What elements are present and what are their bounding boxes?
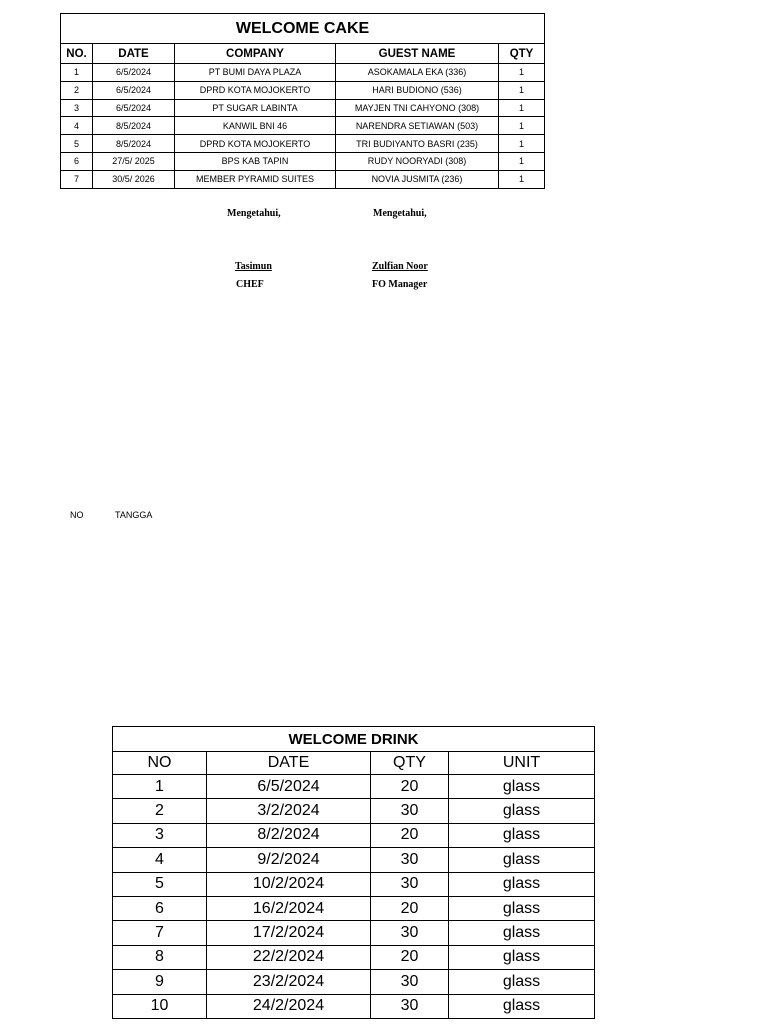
table-row (113, 994, 595, 1018)
table-cell: 30 (371, 994, 449, 1018)
column-header: UNIT (449, 752, 595, 775)
table-cell: 3 (113, 823, 207, 847)
table-cell: glass (449, 775, 595, 799)
table-cell: KANWIL BNI 46 (175, 117, 336, 135)
column-header: NO. (61, 44, 93, 64)
table-cell: 8/2/2024 (207, 823, 371, 847)
column-header: NO (113, 752, 207, 775)
chef-name: Tasimun (235, 261, 272, 272)
column-header: DATE (93, 44, 175, 64)
table-cell: 6/5/2024 (93, 99, 175, 117)
fragment-no: NO (70, 510, 84, 520)
table-cell: 1 (61, 64, 93, 82)
table-cell: glass (449, 921, 595, 945)
table-cell: NARENDRA SETIAWAN (503) (336, 117, 499, 135)
table-cell: 6 (61, 152, 93, 170)
table-cell: 4 (113, 848, 207, 872)
table-cell: 1 (499, 64, 545, 82)
table-cell: PT BUMI DAYA PLAZA (175, 64, 336, 82)
table-row (61, 64, 545, 82)
table-cell: 5 (61, 135, 93, 153)
table-cell: 20 (371, 775, 449, 799)
table-cell: 5 (113, 872, 207, 896)
table-header-row (61, 44, 545, 64)
table-cell: 24/2/2024 (207, 994, 371, 1018)
table-cell: NOVIA JUSMITA (236) (336, 170, 499, 188)
table-cell: HARI BUDIONO (536) (336, 81, 499, 99)
table-cell: 8/5/2024 (93, 117, 175, 135)
table-cell: 1 (499, 170, 545, 188)
table-row (113, 775, 595, 799)
table-cell: 8 (113, 945, 207, 969)
table-cell: RUDY NOORYADI (308) (336, 152, 499, 170)
table-cell: glass (449, 823, 595, 847)
column-header: COMPANY (175, 44, 336, 64)
table-cell: 2 (61, 81, 93, 99)
table-cell: glass (449, 970, 595, 994)
welcome-cake-title: WELCOME CAKE (61, 14, 545, 44)
table-cell: ASOKAMALA EKA (336) (336, 64, 499, 82)
column-header: GUEST NAME (336, 44, 499, 64)
table-cell: glass (449, 799, 595, 823)
table-cell: 30 (371, 921, 449, 945)
table-cell: PT SUGAR LABINTA (175, 99, 336, 117)
table-cell: 1 (499, 135, 545, 153)
table-row (61, 81, 545, 99)
table-cell: 1 (113, 775, 207, 799)
table-cell: DPRD KOTA MOJOKERTO (175, 135, 336, 153)
table-header-row (113, 752, 595, 775)
fo-manager-role: FO Manager (372, 279, 428, 290)
column-header: QTY (371, 752, 449, 775)
table-cell: TRI BUDIYANTO BASRI (235) (336, 135, 499, 153)
column-header: QTY (499, 44, 545, 64)
table-cell: 23/2/2024 (207, 970, 371, 994)
table-cell: 30 (371, 848, 449, 872)
table-cell: glass (449, 994, 595, 1018)
table-cell: 1 (499, 152, 545, 170)
table-cell: 27/5/ 2025 (93, 152, 175, 170)
table-row (61, 170, 545, 188)
fo-manager-name: Zulfian Noor (372, 261, 428, 272)
table-row (113, 848, 595, 872)
table-cell: 9/2/2024 (207, 848, 371, 872)
table-cell: BPS KAB TAPIN (175, 152, 336, 170)
table-cell: 30/5/ 2026 (93, 170, 175, 188)
table-cell: 10/2/2024 (207, 872, 371, 896)
table-cell: 8/5/2024 (93, 135, 175, 153)
table-cell: 9 (113, 970, 207, 994)
table-cell: glass (449, 945, 595, 969)
table-cell: 7 (113, 921, 207, 945)
table-cell: 7 (61, 170, 93, 188)
chef-role: CHEF (236, 279, 264, 290)
welcome-drink-table (112, 726, 595, 1019)
table-cell: 6/5/2024 (93, 81, 175, 99)
table-cell: glass (449, 896, 595, 920)
fragment-tangga: TANGGA (115, 510, 153, 520)
table-row (61, 135, 545, 153)
table-row (113, 872, 595, 896)
table-row (113, 945, 595, 969)
table-row (113, 799, 595, 823)
table-cell: 30 (371, 970, 449, 994)
table-cell: 20 (371, 896, 449, 920)
table-cell: MEMBER PYRAMID SUITES (175, 170, 336, 188)
welcome-drink-title: WELCOME DRINK (113, 727, 595, 752)
table-row (113, 823, 595, 847)
table-cell: 30 (371, 799, 449, 823)
table-cell: 30 (371, 872, 449, 896)
table-cell: glass (449, 848, 595, 872)
table-cell: 4 (61, 117, 93, 135)
table-cell: 1 (499, 99, 545, 117)
table-cell: 2 (113, 799, 207, 823)
table-cell: 6/5/2024 (93, 64, 175, 82)
table-cell: 6/5/2024 (207, 775, 371, 799)
table-cell: 1 (499, 81, 545, 99)
table-row (61, 117, 545, 135)
table-row (113, 970, 595, 994)
table-row (61, 99, 545, 117)
table-cell: 20 (371, 945, 449, 969)
table-cell: 3/2/2024 (207, 799, 371, 823)
table-row (113, 921, 595, 945)
right-acknowledge-label: Mengetahui, (373, 208, 427, 219)
welcome-cake-table (60, 13, 545, 189)
table-row (61, 152, 545, 170)
left-acknowledge-label: Mengetahui, (227, 208, 281, 219)
table-row (113, 896, 595, 920)
table-cell: DPRD KOTA MOJOKERTO (175, 81, 336, 99)
table-cell: 1 (499, 117, 545, 135)
column-header: DATE (207, 752, 371, 775)
table-cell: MAYJEN TNI CAHYONO (308) (336, 99, 499, 117)
table-cell: glass (449, 872, 595, 896)
table-cell: 22/2/2024 (207, 945, 371, 969)
table-cell: 3 (61, 99, 93, 117)
table-cell: 6 (113, 896, 207, 920)
table-cell: 10 (113, 994, 207, 1018)
table-cell: 16/2/2024 (207, 896, 371, 920)
table-cell: 17/2/2024 (207, 921, 371, 945)
table-cell: 20 (371, 823, 449, 847)
